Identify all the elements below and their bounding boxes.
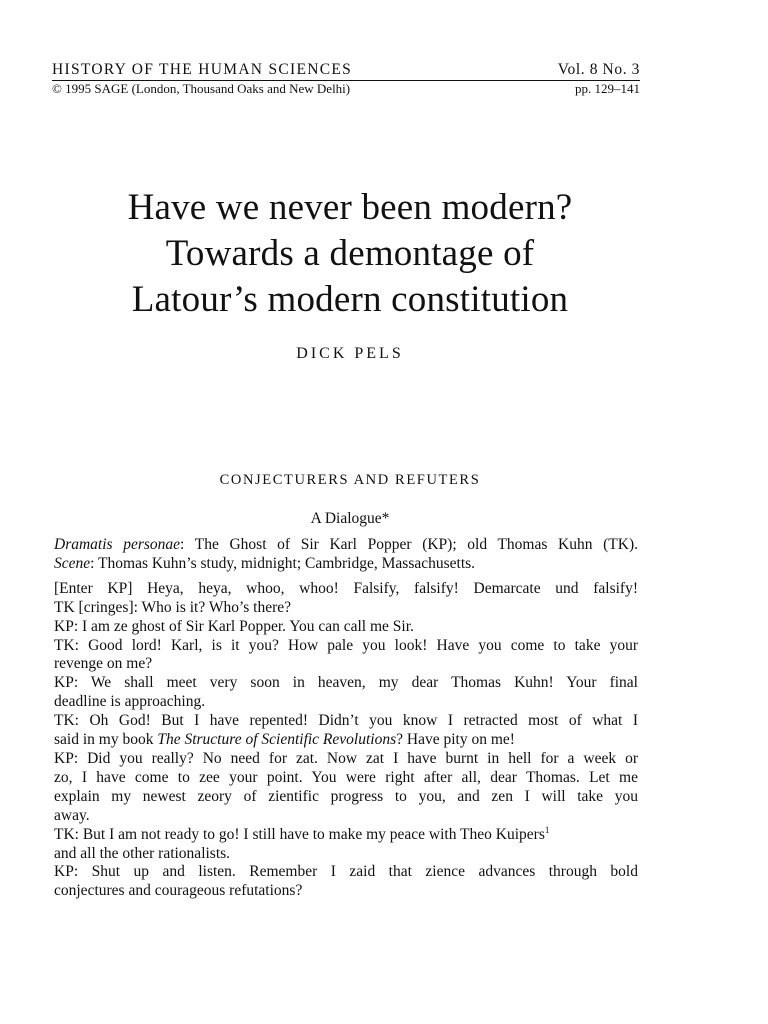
journal-title: HISTORY OF THE HUMAN SCIENCES	[52, 61, 353, 78]
dialogue-line: away.	[54, 806, 90, 824]
running-head	[52, 60, 640, 81]
dialogue-line: revenge on me?	[54, 655, 153, 673]
page-range: pp. 129–141	[575, 81, 640, 96]
section-subheading: A Dialogue*	[310, 510, 390, 527]
dialogue-text	[54, 536, 638, 901]
dialogue-line: TK [cringes]: Who is it? Who’s there?	[54, 598, 292, 616]
dialogue-line: KP: Did you really? No need for zat. Now zat I have burnt in hell for a week or	[54, 749, 638, 767]
dialogue-line: KP: We shall meet very soon in heaven, my dear Thomas Kuhn! Your final	[54, 674, 638, 692]
article-title-line: Towards a demontage of	[165, 233, 535, 274]
volume-number: Vol. 8 No. 3	[557, 61, 640, 78]
author-name: DICK PELS	[296, 345, 404, 362]
dialogue-line: TK: Good lord! Karl, is it you? How pale you look! Have you come to take your	[54, 636, 638, 654]
dramatis-text: : The Ghost of Sir Karl Popper (KP); old Thomas Kuhn (TK).	[180, 536, 638, 553]
dialogue-text-part: TK: But I am not ready to go! I still have to make my peace with Theo Kuipers	[54, 825, 545, 843]
running-head-sub	[52, 80, 640, 98]
dialogue-line: explain my newest zeory of zientific progress to you, and zen I will take you	[54, 787, 638, 805]
dialogue-line: zo, I have come to zee your point. You were right after all, dear Thomas. Let me	[54, 768, 638, 786]
dialogue-line: TK: Oh God! But I have repented! Didn’t you know I retracted most of what I	[54, 712, 638, 730]
section-heading: CONJECTURERS AND REFUTERS	[219, 472, 481, 488]
scene-text: : Thomas Kuhn’s study, midnight; Cambridge, Massachusetts.	[90, 554, 476, 572]
dialogue-text-part: said in my book	[54, 731, 158, 749]
cast-line	[54, 536, 638, 555]
scene-label: Scene	[54, 554, 91, 572]
scene-line	[54, 555, 638, 574]
dialogue-line	[54, 826, 638, 845]
copyright-notice: © 1995 SAGE (London, Thousand Oaks and New Delhi)	[52, 81, 351, 96]
dialogue-text-part: ? Have pity on me!	[396, 731, 515, 749]
dialogue-line: and all the other rationalists.	[54, 844, 231, 862]
dialogue-line: [Enter KP] Heya, heya, whoo, whoo! Falsify, falsify! Demarcate und falsify!	[54, 579, 638, 597]
article-title-line: Latour’s modern constitution	[131, 279, 569, 320]
dialogue-line: deadline is approaching.	[54, 693, 206, 711]
footnote-marker[interactable]: 1	[544, 824, 550, 835]
dramatis-label: Dramatis personae	[54, 536, 181, 553]
dialogue-line: KP: Shut up and listen. Remember I zaid that zience advances through bold	[54, 863, 638, 881]
dialogue-line	[54, 731, 638, 750]
book-title: The Structure of Scientific Revolutions	[157, 731, 397, 749]
article-title	[52, 185, 648, 323]
dialogue-line: KP: I am ze ghost of Sir Karl Popper. You can call me Sir.	[54, 617, 414, 635]
article-title-line: Have we never been modern?	[127, 187, 573, 228]
dialogue-line: conjectures and courageous refutations?	[54, 882, 303, 900]
